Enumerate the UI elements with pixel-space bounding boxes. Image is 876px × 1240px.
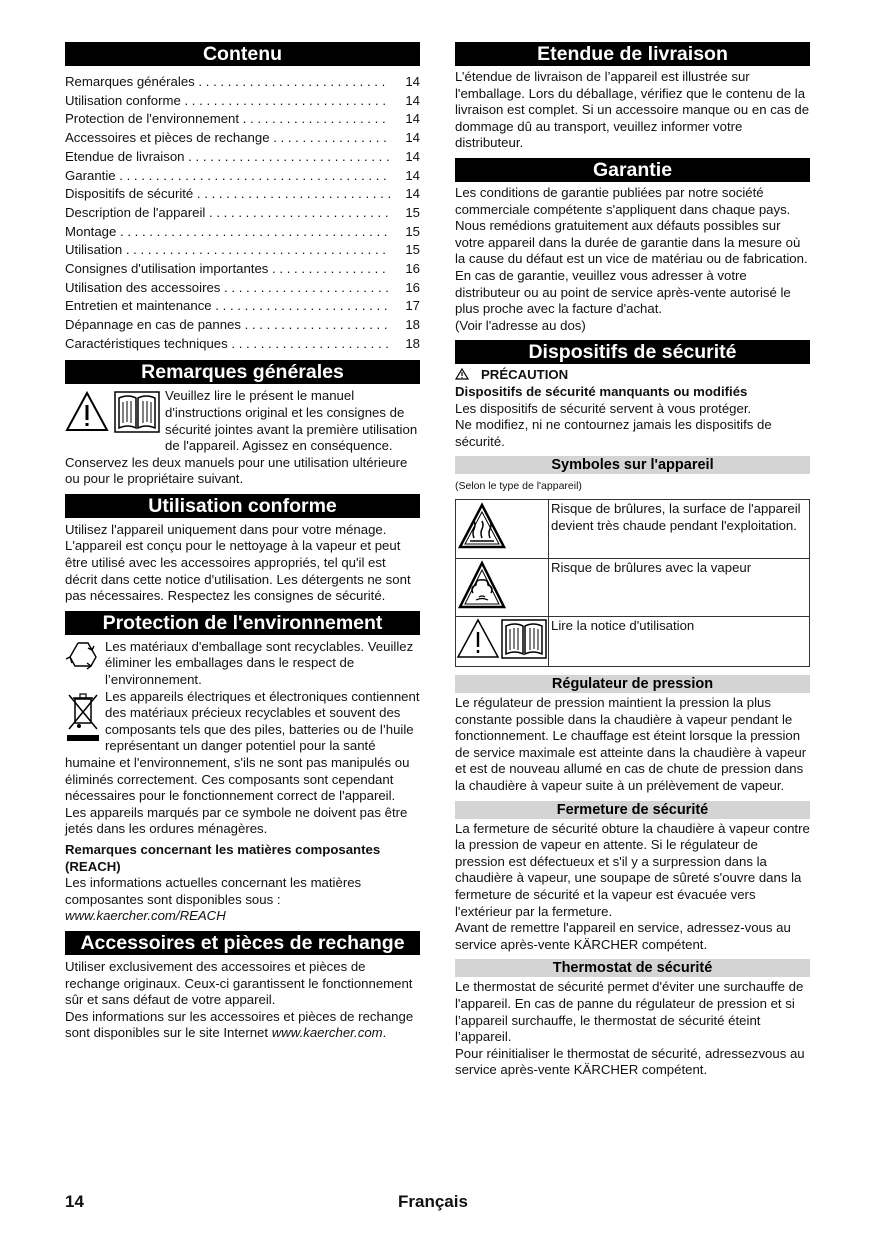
- remarques-section: [65, 388, 420, 488]
- footer-language: Français: [398, 1192, 468, 1211]
- crossed-bin-icon: [65, 691, 101, 745]
- recycle-icon: [65, 639, 101, 673]
- recycle-text: Les matériaux d'emballage sont recyclables. Veuillez éliminer les emballages dans le respect de l’environnement.: [105, 638, 414, 688]
- toc-entry[interactable]: [65, 334, 420, 353]
- toc-entry-label: Remarques générales . . .: [65, 74, 390, 91]
- manual-book-icon: [113, 390, 161, 434]
- symbol-row: [456, 617, 810, 667]
- symbols-table: [455, 499, 810, 667]
- fermeture-text-1: La fermeture de sécurité obture la chaudière à vapeur contre la pression de vapeur en attente. Si le régulateur de pression est défectueux et s'il y a surpression dans la chaudière à vapeur, une soupape de sûreté s'ouvre dans la fermeture de sécurité et la vapeur est évacuée vers l'extérieur par la fermeture.: [455, 820, 810, 919]
- thermostat-heading: Thermostat de sécurité: [455, 959, 810, 977]
- symbol-text: Risque de brûlures, la surface de l'appareil devient très chaude pendant l'exploitation.: [549, 500, 810, 559]
- accessoires-text-1: Utiliser exclusivement des accessoires et pièces de rechange originaux. Ceux-ci garantissent le fonctionnement sûr et sans défaut de votre appareil.: [65, 958, 413, 1008]
- toc-entry-label: Protection de l'environnement . . .: [65, 111, 390, 128]
- reach-text: Les informations actuelles concernant les matières composantes sont disponibles sous :: [65, 875, 362, 907]
- toc-entry-page: 14: [405, 167, 420, 183]
- dispositifs-text-2: Ne modifiez, ni ne contournez jamais les dispositifs de sécurité.: [455, 417, 772, 449]
- protection-heading: Protection de l'environnement: [65, 611, 420, 635]
- page-number: 14: [65, 1192, 84, 1211]
- symbols-heading: Symboles sur l'appareil: [455, 456, 810, 474]
- toc-entry[interactable]: [65, 109, 420, 128]
- regulateur-heading: Régulateur de pression: [455, 675, 810, 693]
- remarques-heading: Remarques générales: [65, 360, 420, 384]
- toc-entry-label: Consignes d'utilisation importantes . . .: [65, 261, 390, 278]
- toc-entry[interactable]: [65, 165, 420, 184]
- toc-entry-label: Description de l'appareil . . .: [65, 205, 390, 222]
- toc-entry-page: 18: [405, 317, 420, 333]
- toc-entry-page: 15: [405, 223, 420, 239]
- toc-entry-label: Dépannage en cas de pannes . . .: [65, 317, 390, 334]
- toc-entry-label: Etendue de livraison . . .: [65, 149, 390, 166]
- toc-entry-page: 14: [405, 148, 420, 164]
- symbol-row: [456, 558, 810, 617]
- accessoires-link[interactable]: www.kaercher.com: [271, 1025, 383, 1041]
- toc-entry-page: 14: [405, 186, 420, 202]
- warning-triangle-icon: [65, 390, 109, 434]
- toc-entry-page: 14: [405, 92, 420, 108]
- toc-list: [65, 72, 420, 352]
- reach-text-block: [65, 875, 420, 925]
- toc-entry-label: Utilisation conforme . . .: [65, 93, 390, 110]
- toc-entry[interactable]: [65, 259, 420, 278]
- toc-entry[interactable]: [65, 222, 420, 241]
- toc-entry-label: Entretien et maintenance . . .: [65, 298, 390, 315]
- fermeture-text-2: Avant de remettre l'appareil en service, adressez-vous au service après-vente KÄRCHER compétent.: [455, 920, 791, 952]
- symbol-icon-cell: [456, 617, 549, 667]
- symbol-text: Risque de brûlures avec la vapeur: [549, 558, 810, 617]
- etendue-text: L’étendue de livraison de l’appareil est illustrée sur l'emballage. Lors du déballage, vérifiez que le contenu de la livraison est complet. Si un accessoire manque ou en cas de dommage dû au transport, veuillez informer votre distributeur.: [455, 69, 810, 151]
- toc-entry-page: 18: [405, 335, 420, 351]
- toc-entry-page: 14: [405, 111, 420, 127]
- dispositifs-text-1: Les dispositifs de sécurité servent à vous protéger.: [455, 400, 752, 416]
- utilisation-heading: Utilisation conforme: [65, 494, 420, 518]
- right-column: [455, 42, 810, 1079]
- toc-entry-page: 16: [405, 260, 420, 276]
- caution-line: [455, 367, 810, 384]
- toc-entry-label: Garantie . . .: [65, 168, 390, 185]
- symbol-icon-cell: [456, 558, 549, 617]
- toc-entry-page: 15: [405, 204, 420, 220]
- toc-entry-page: 17: [405, 298, 420, 314]
- toc-entry[interactable]: [65, 315, 420, 334]
- read-manual-icon: [456, 617, 548, 661]
- caution-icon: [455, 368, 469, 380]
- dispositifs-heading: Dispositifs de sécurité: [455, 340, 810, 364]
- thermostat-text-1: Le thermostat de sécurité permet d'éviter une surchauffe de l'appareil. En cas de panne du régulateur de pression et si l’appareil surchauffe, le thermostat de sécurité éteint l’appareil.: [455, 979, 804, 1045]
- etendue-heading: Etendue de livraison: [455, 42, 810, 66]
- garantie-note: (Voir l'adresse au dos): [455, 317, 586, 333]
- utilisation-text: Utilisez l'appareil uniquement dans pour votre ménage. L'appareil est conçu pour le nettoyage à la vapeur et peut être utilisé avec les accessoires appropriés, tel qu'il est décrit dans cette notice d'utilisation. Les détergents ne sont pas nécessaires. Respectez les consignes de sécurité.: [65, 521, 411, 604]
- toc-entry-label: Utilisation . . .: [65, 242, 390, 259]
- protection-section: [65, 639, 420, 925]
- toc-entry-page: 14: [405, 130, 420, 146]
- toc-entry-page: 14: [405, 74, 420, 90]
- toc-entry[interactable]: [65, 72, 420, 91]
- weee-text: Les appareils électriques et électroniques contiennent des matériaux précieux recyclables et souvent des composants tels que des piles, batteries ou de l’huile représentant un danger potentiel pour la santé humaine et l'environnement, s'ils ne sont pas manipulés ou éliminés correctement. Ces composants sont cependant nécessaires pour le fonctionnement correct de l'appareil. Les appareils marqués par ce symbole ne doivent pas être jetés dans les ordures ménagères.: [65, 688, 420, 837]
- remarques-text-2: Conservez les deux manuels pour une utilisation ultérieure ou pour le propriétaire suivant.: [65, 454, 408, 487]
- garantie-text: Les conditions de garantie publiées par notre société commerciale compétente s'appliquent dans chaque pays. Nous remédions gratuitement aux défauts possibles sur votre appareil dans la durée de garantie dans la mesure où la cause du défaut est un vice de matériau ou de fabrication. En cas de garantie, veuillez vous adresser à votre distributeur ou au point de service après-vente autorisé le plus proche avec la facture d'achat.: [455, 184, 808, 317]
- toc-entry-label: Accessoires et pièces de rechange . . .: [65, 130, 390, 147]
- hot-surface-icon: [456, 500, 548, 553]
- symbol-icon-cell: [456, 500, 549, 559]
- left-column: [65, 42, 420, 1042]
- toc-entry[interactable]: [65, 91, 420, 110]
- accessoires-heading: Accessoires et pièces de rechange: [65, 931, 420, 955]
- toc-entry-label: Montage . . .: [65, 224, 390, 241]
- toc-entry-page: 16: [405, 279, 420, 295]
- toc-entry-page: 15: [405, 242, 420, 258]
- reach-heading: Remarques concernant les matières composantes (REACH): [65, 841, 381, 874]
- toc-entry[interactable]: [65, 184, 420, 203]
- toc-entry[interactable]: [65, 240, 420, 259]
- symbol-text: Lire la notice d'utilisation: [549, 617, 810, 667]
- symbol-row: [456, 500, 810, 559]
- toc-entry[interactable]: [65, 128, 420, 147]
- toc-entry[interactable]: [65, 203, 420, 222]
- garantie-heading: Garantie: [455, 158, 810, 182]
- toc-entry-label: Utilisation des accessoires . . .: [65, 280, 390, 297]
- toc-entry-label: Dispositifs de sécurité . . .: [65, 186, 390, 203]
- toc-entry[interactable]: [65, 296, 420, 315]
- fermeture-heading: Fermeture de sécurité: [455, 801, 810, 819]
- toc-entry[interactable]: [65, 278, 420, 297]
- accessoires-text-2: Des informations sur les accessoires et pièces de rechange sont disponibles sur le site Internet: [65, 1008, 414, 1041]
- thermostat-text-2: Pour réinitialiser le thermostat de sécurité, adressezvous au service après-vente KÄRCHER compétent.: [455, 1045, 805, 1078]
- toc-entry[interactable]: [65, 147, 420, 166]
- caution-label: PRÉCAUTION: [481, 367, 569, 383]
- regulateur-text: Le régulateur de pression maintient la pression la plus constante possible dans la chaudière à vapeur pendant le fonctionnement. Le chauffage est éteint lorsque la pression de service maximale est atteinte dans la chaudière à vapeur et est de nouveau allumé en cas de chute de pression dans la chaudière à vapeur suite à un prélèvement de vapeur.: [455, 695, 807, 794]
- toc-heading: Contenu: [65, 42, 420, 66]
- accessoires-text-2-block: [65, 1009, 420, 1042]
- accessoires-link-suffix: .: [382, 1025, 387, 1041]
- hot-steam-icon: [456, 559, 548, 612]
- caution-subtitle: Dispositifs de sécurité manquants ou modifiés: [455, 383, 748, 399]
- toc-entry-label: Caractéristiques techniques . . .: [65, 336, 390, 353]
- reach-link[interactable]: www.kaercher.com/REACH: [65, 908, 226, 924]
- symbols-note: (Selon le type de l'appareil): [455, 480, 582, 493]
- remarques-text-1: Veuillez lire le présent le manuel d'instructions original et les consignes de sécurité jointes avant la première utilisation de l'appareil. Agissez en conséquence.: [165, 388, 418, 454]
